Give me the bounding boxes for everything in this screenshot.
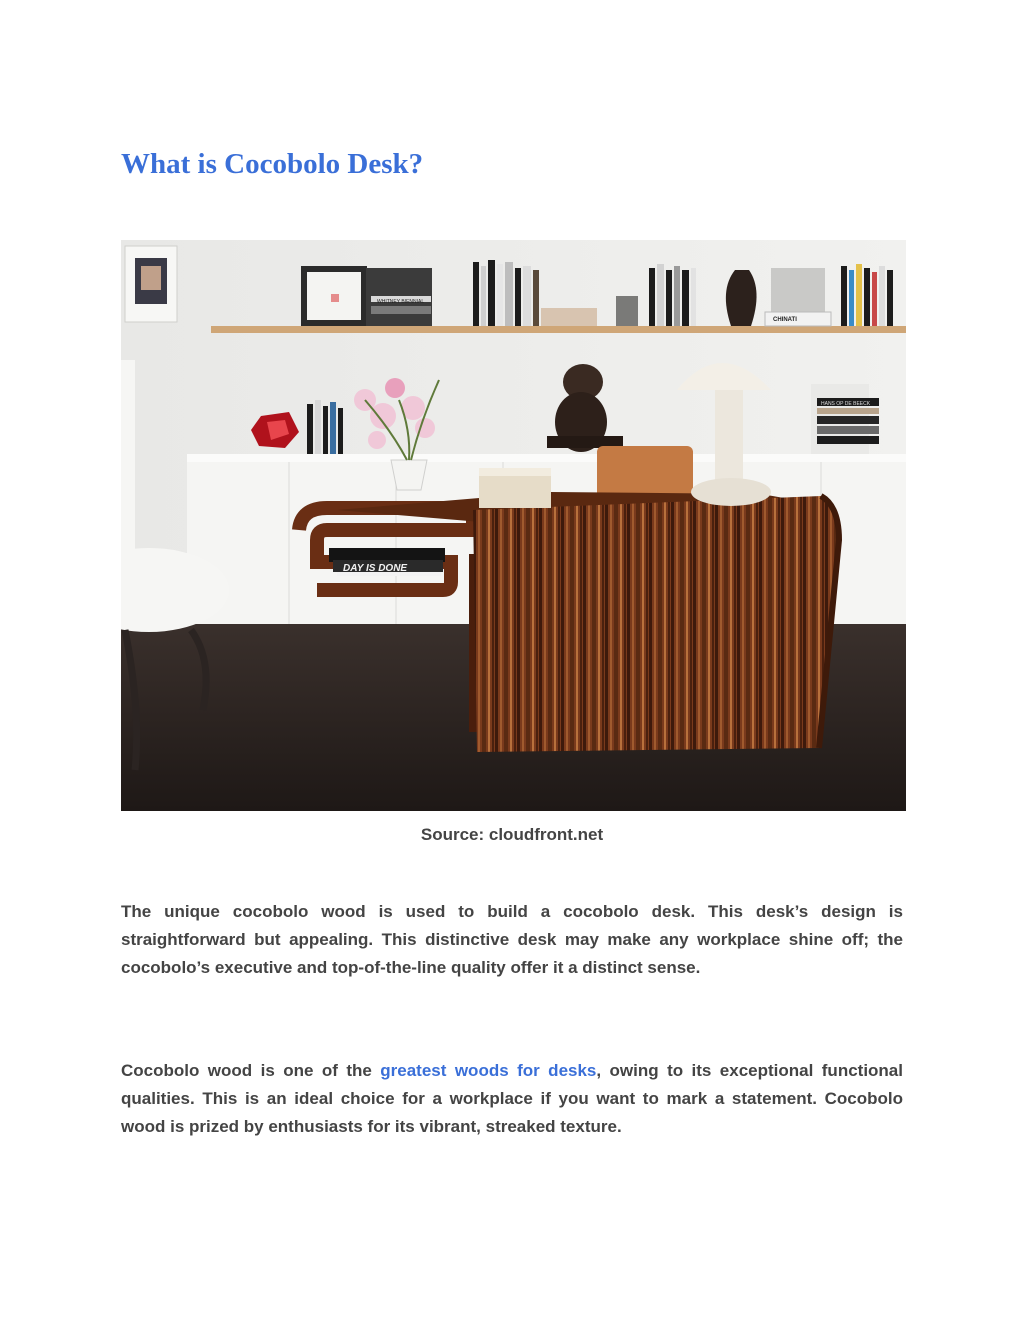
greatest-woods-link[interactable]: greatest woods for desks	[380, 1061, 597, 1080]
book-spine-text: HANS OP DE BEECK	[821, 401, 871, 407]
book-spine-text: CHINATI	[773, 317, 797, 323]
paragraph-text: Cocobolo wood is one of the	[121, 1061, 381, 1080]
image-caption: Source: cloudfront.net	[420, 825, 604, 844]
page-title: What is Cocobolo Desk?	[121, 148, 424, 180]
book-spine-text: WHITNEY BIENNIAL	[377, 299, 425, 305]
book-cover-text: DAY IS DONE	[343, 563, 408, 574]
qualities-paragraph	[121, 1057, 903, 1141]
intro-paragraph: The unique cocobolo wood is used to build a cocobolo desk. This desk’s design is straightforward but appealing. This distinctive desk may make any workplace shine off; the cocobolo’s executive and top-of-the-line quality offer it a distinct sense.	[121, 902, 903, 977]
cocobolo-desk-photo	[121, 240, 906, 811]
paragraph-text: , owing to its exceptional functional qualities. This is an ideal choice for a workplace if you want to mark a statement. Cocobolo wood is prized by enthusiasts for its vibrant, streaked texture.	[121, 1061, 903, 1136]
